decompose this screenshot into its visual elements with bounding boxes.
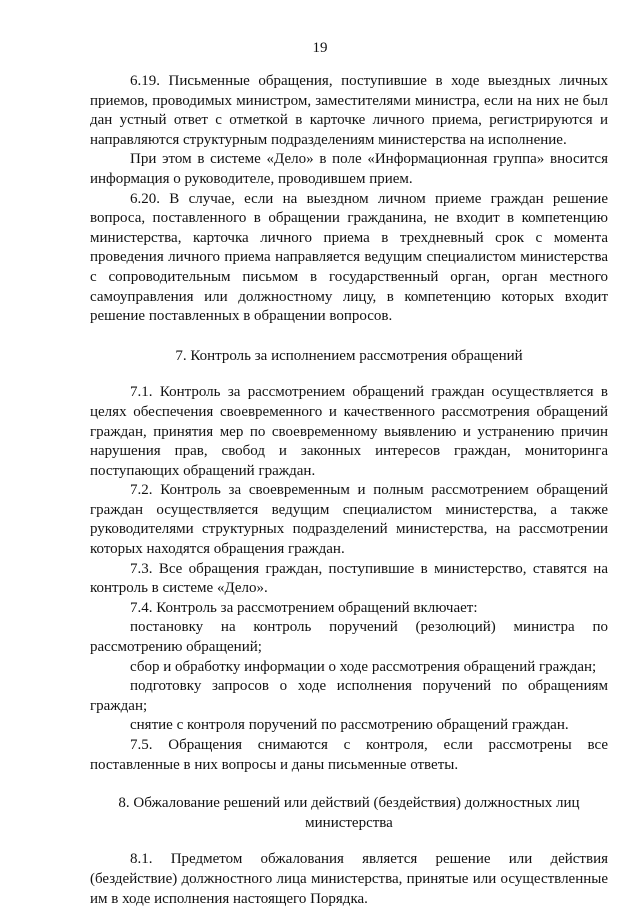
- paragraph-7-5: 7.5. Обращения снимаются с контроля, если рассмотрены все поставленные в них вопросы и даны письменные ответы.: [90, 737, 608, 773]
- page-content: [90, 72, 608, 909]
- paragraph-6-19: 6.19. Письменные обращения, поступившие в ходе выездных личных приемов, проводимых министром, заместителями министра, если на них не был дан устный ответ с отметкой в карточке личного приема, регистрируются и направляются структурным подразделениям министерства на исполнение.: [90, 73, 608, 148]
- paragraph-8-1: 8.1. Предметом обжалования является решение или действия (бездействие) должностного лица министерства, принятые или осуществленные им в ходе исполнения настоящего Порядка.: [90, 851, 608, 907]
- paragraph-7-3: 7.3. Все обращения граждан, поступившие в министерство, ставятся на контроль в системе «Дело».: [90, 560, 608, 597]
- section-7-heading: 7. Контроль за исполнением рассмотрения обращений: [175, 347, 523, 364]
- list-item-7-4-1: постановку на контроль поручений (резолюций) министра по рассмотрению обращений;: [90, 619, 608, 656]
- list-item-7-4-4: снятие с контроля поручений по рассмотрению обращений граждан.: [130, 717, 569, 734]
- section-8-heading: 8. Обжалование решений или действий (бездействия) должностных лиц министерства: [118, 795, 580, 831]
- paragraph-7-4: 7.4. Контроль за рассмотрением обращений включает:: [130, 599, 478, 616]
- paragraph-7-1: 7.1. Контроль за рассмотрением обращений граждан осуществляется в целях обеспечения своевременного и качественного рассмотрения обращений граждан, принятия мер по своевременному выявлению и устранению причин нарушения прав, свобод и законных интересов граждан, мониторинга поступающих обращений граждан.: [90, 384, 608, 479]
- paragraph-6-20: 6.20. В случае, если на выездном личном приеме граждан решение вопроса, поставленного в обращении гражданина, не входит в компетенцию министерства, карточка личного приема в трехдневный срок с момента проведения личного приема направляется ведущим специалистом министерства с сопроводительным письмом в государственный орган, орган местного самоуправления или должностному лицу, в компетенцию которых входит решение поставленных в обращении вопросов.: [90, 190, 608, 325]
- list-item-7-4-3: подготовку запросов о ходе исполнения поручений по обращениям граждан;: [90, 678, 608, 714]
- paragraph-7-2: 7.2. Контроль за своевременным и полным рассмотрением обращений граждан осуществляется ведущим специалистом министерства, а также руководителями структурных подразделений министерства, на рассмотрении которых находятся обращения граждан.: [90, 482, 608, 558]
- paragraph-6-19-note: При этом в системе «Дело» в поле «Информационная группа» вносится информация о руководителе, проводившем прием.: [90, 151, 608, 187]
- page-number: 19: [312, 40, 328, 56]
- list-item-7-4-2: сбор и обработку информации о ходе рассмотрения обращений граждан;: [130, 658, 597, 675]
